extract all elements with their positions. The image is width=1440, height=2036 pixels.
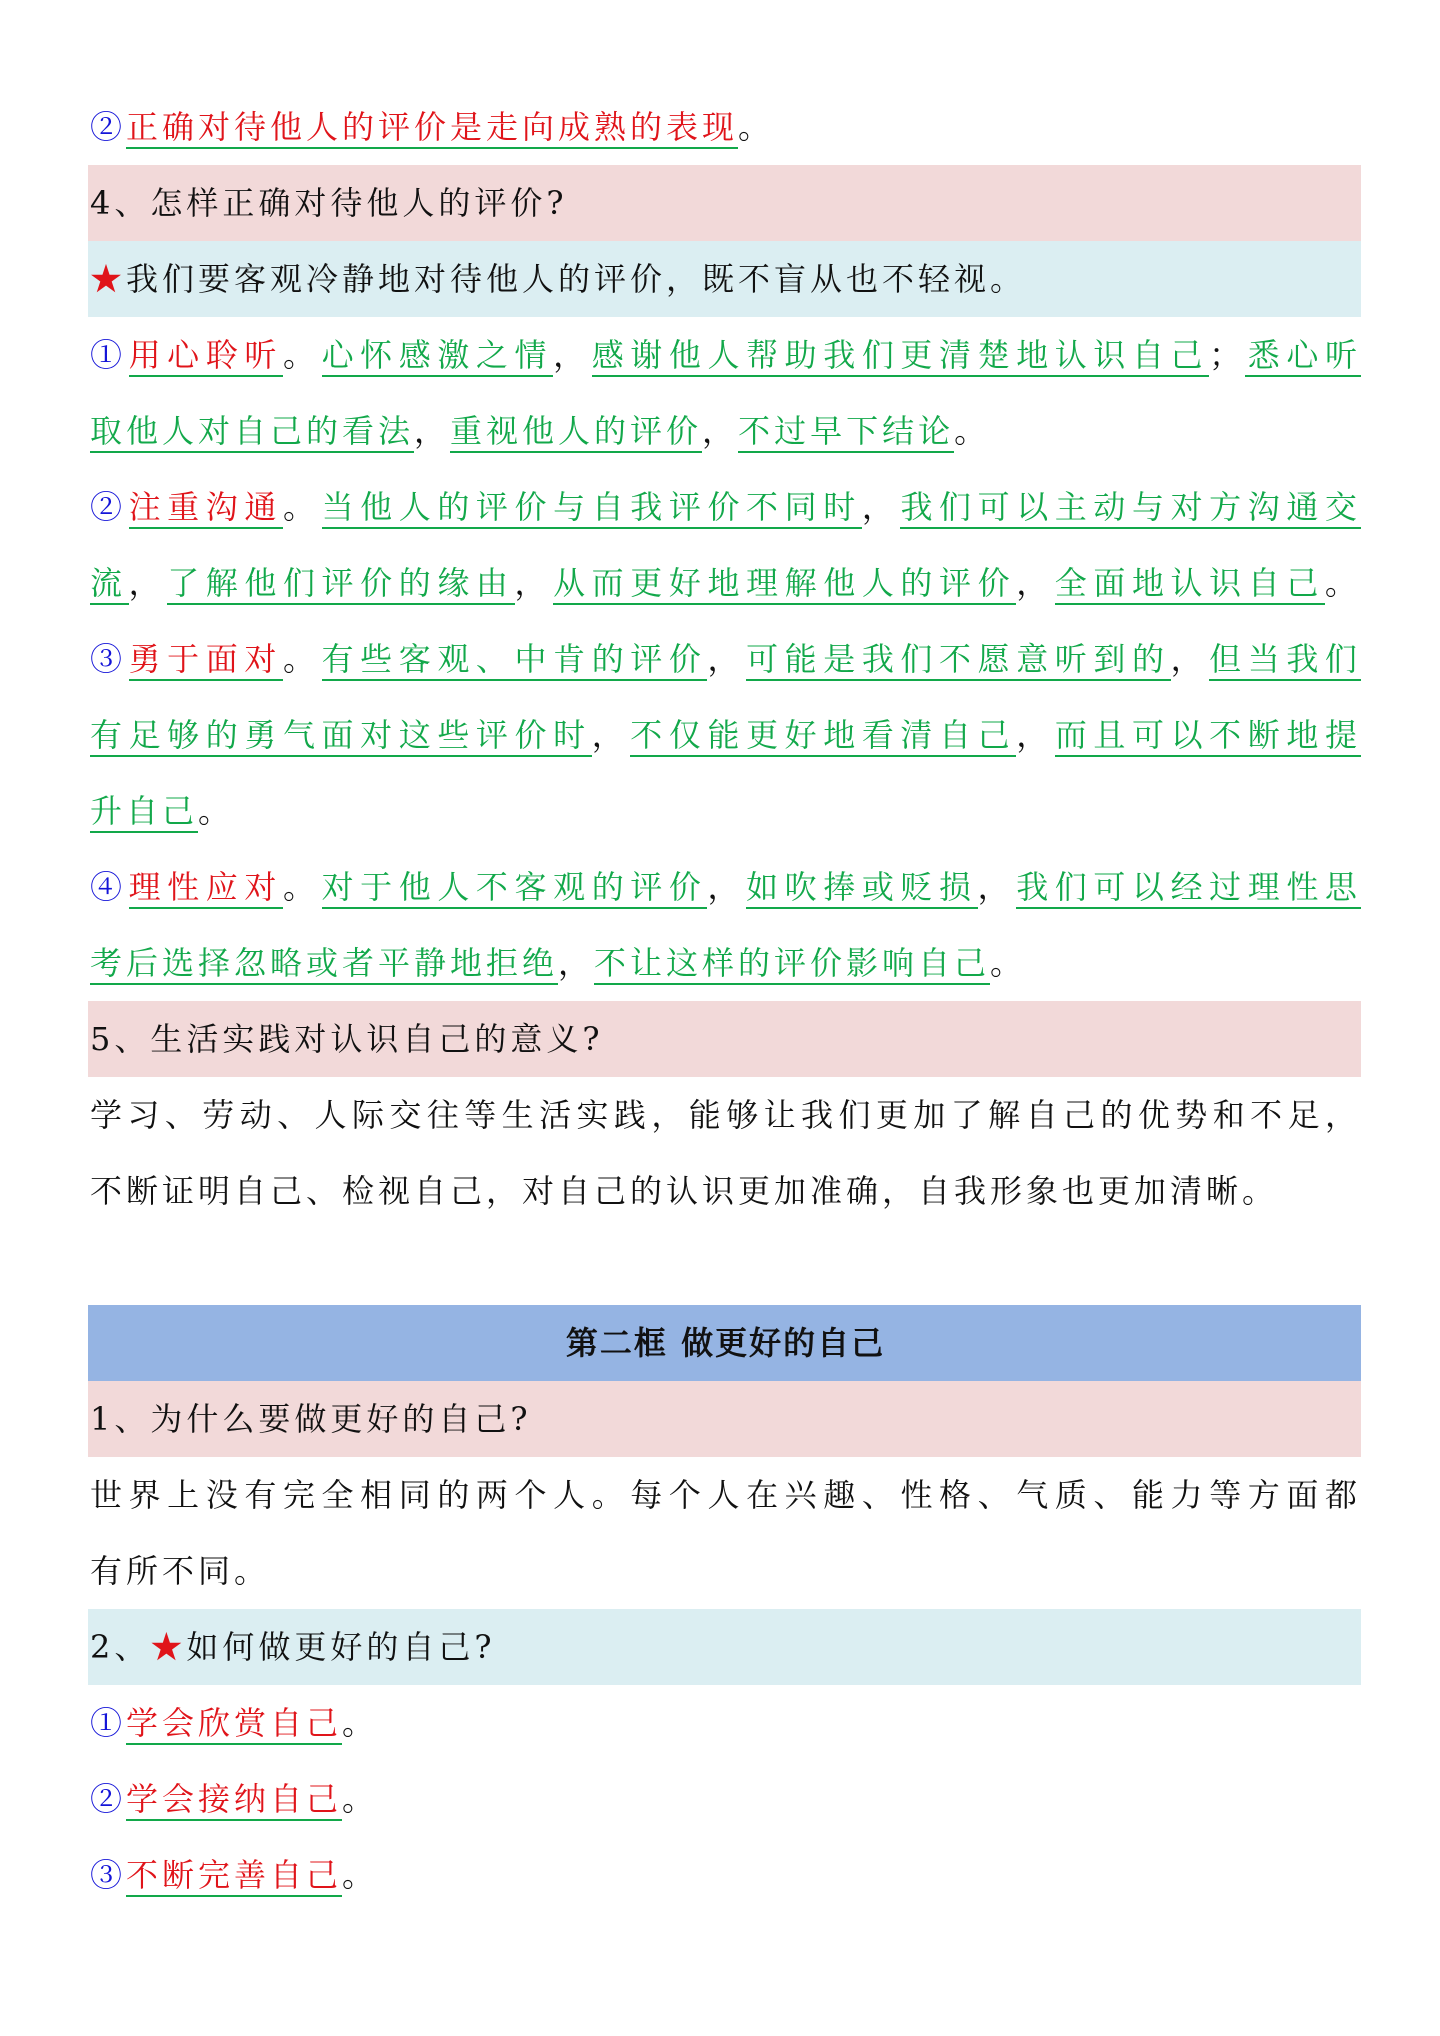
punctuation: ， — [1170, 640, 1210, 678]
punctuation: ， — [591, 716, 631, 754]
point-listen-line-2 — [88, 393, 1361, 469]
point-communicate-line-1 — [88, 469, 1361, 545]
explanation: 我们可以经过理性思 — [1016, 868, 1361, 909]
answer-text: 世界上没有完全相同的两个人。每个人在兴趣、性格、气质、能力等方面都 — [90, 1476, 1361, 1514]
circled-number: ② — [90, 1780, 127, 1818]
punctuation: ， — [702, 412, 739, 450]
explanation: 升自己 — [90, 792, 198, 833]
explanation: 流 — [90, 564, 129, 605]
answer-line-1 — [88, 1077, 1361, 1153]
explanation: 对于他人不客观的评价 — [322, 868, 708, 909]
punctuation: 。 — [282, 868, 322, 906]
circled-number: ② — [90, 488, 129, 526]
punctuation: 。 — [282, 336, 322, 374]
explanation: 可能是我们不愿意听到的 — [746, 640, 1171, 681]
punctuation: ， — [1016, 564, 1055, 602]
point-face-line-3 — [88, 773, 1361, 849]
point-communicate-line-2 — [88, 545, 1361, 621]
question-heading-5 — [88, 1001, 1361, 1077]
star-summary-line — [88, 241, 1361, 317]
explanation: 取他人对自己的看法 — [90, 412, 414, 453]
point-face-line-2 — [88, 697, 1361, 773]
answer-text: 学习、劳动、人际交往等生活实践，能够让我们更加了解自己的优势和不足， — [90, 1096, 1361, 1134]
punctuation: ， — [514, 564, 554, 602]
question-text: 5、生活实践对认识自己的意义? — [90, 1020, 604, 1058]
circled-number: ① — [90, 1704, 127, 1742]
punctuation: ， — [707, 868, 747, 906]
punctuation: 。 — [342, 1856, 379, 1894]
question-text: 4、怎样正确对待他人的评价? — [90, 184, 568, 222]
point-rational-line-1 — [88, 849, 1361, 925]
punctuation: ， — [128, 564, 168, 602]
answer-line-3 — [88, 1457, 1361, 1533]
circled-number: ① — [90, 336, 129, 374]
point-accept — [88, 1761, 1361, 1837]
point-rational-line-2 — [88, 925, 1361, 1001]
punctuation: ， — [707, 640, 747, 678]
explanation: 有些客观、中肯的评价 — [322, 640, 708, 681]
punctuation: 。 — [198, 792, 235, 830]
explanation: 不让这样的评价影响自己 — [594, 944, 990, 985]
key-point: 理性应对 — [129, 868, 283, 909]
punctuation: ； — [1209, 336, 1246, 374]
punctuation: ， — [414, 412, 451, 450]
answer-text: 不断证明自己、检视自己，对自己的认识更加准确，自我形象也更加清晰。 — [90, 1172, 1279, 1210]
explanation: 悉心听 — [1245, 336, 1361, 377]
key-point: 注重沟通 — [129, 488, 283, 529]
explanation: 重视他人的评价 — [450, 412, 702, 453]
question-heading-2 — [88, 1609, 1361, 1685]
section-title: 第二框 做更好的自己 — [565, 1324, 886, 1362]
punctuation: ， — [1016, 716, 1055, 754]
punctuation: ， — [553, 336, 592, 374]
circled-number: ③ — [90, 1856, 127, 1894]
punctuation: 。 — [1324, 564, 1361, 602]
question-text: 如何做更好的自己? — [186, 1628, 496, 1666]
explanation: 当他人的评价与自我评价不同时 — [322, 488, 862, 529]
point-improve — [88, 1837, 1361, 1913]
key-point: 正确对待他人的评价是走向成熟的表现 — [126, 108, 738, 149]
punctuation: 。 — [282, 640, 322, 678]
punctuation: 。 — [282, 488, 322, 526]
circled-number: ③ — [90, 640, 129, 678]
explanation: 不过早下结论 — [738, 412, 954, 453]
punctuation: 。 — [954, 412, 991, 450]
point-appreciate — [88, 1685, 1361, 1761]
explanation: 而且可以不断地提 — [1055, 716, 1361, 757]
star-icon: ★ — [90, 260, 127, 298]
punctuation: ， — [861, 488, 901, 526]
punctuation: 。 — [738, 108, 775, 146]
answer-text: 有所不同。 — [90, 1552, 271, 1590]
punctuation: 。 — [342, 1780, 379, 1818]
key-point: 用心聆听 — [129, 336, 283, 377]
question-number: 2、 — [90, 1628, 151, 1666]
question-heading-4 — [88, 165, 1361, 241]
key-point: 学会欣赏自己 — [126, 1704, 342, 1745]
point-face-line-1 — [88, 621, 1361, 697]
answer-line-2 — [88, 1153, 1361, 1229]
punctuation: ， — [977, 868, 1017, 906]
key-point: 学会接纳自己 — [126, 1780, 342, 1821]
point-listen-line-1 — [88, 317, 1361, 393]
explanation: 全面地认识自己 — [1055, 564, 1325, 605]
explanation: 感谢他人帮助我们更清楚地认识自己 — [592, 336, 1209, 377]
circled-number: ② — [90, 108, 127, 146]
section-heading — [88, 1305, 1361, 1381]
circled-number: ④ — [90, 868, 129, 906]
explanation: 考后选择忽略或者平静地拒绝 — [90, 944, 558, 985]
explanation: 不仅能更好地看清自己 — [630, 716, 1016, 757]
answer-line-4 — [88, 1533, 1361, 1609]
explanation: 如吹捧或贬损 — [746, 868, 978, 909]
question-heading-1 — [88, 1381, 1361, 1457]
explanation: 有足够的勇气面对这些评价时 — [90, 716, 592, 757]
explanation: 从而更好地理解他人的评价 — [553, 564, 1016, 605]
punctuation: 。 — [342, 1704, 379, 1742]
line-evaluation-maturity — [88, 89, 1361, 165]
explanation: 我们可以主动与对方沟通交 — [900, 488, 1361, 529]
question-text: 1、为什么要做更好的自己? — [90, 1400, 532, 1438]
summary-text: 我们要客观冷静地对待他人的评价，既不盲从也不轻视。 — [126, 260, 1027, 298]
explanation: 了解他们评价的缘由 — [167, 564, 514, 605]
explanation: 但当我们 — [1209, 640, 1361, 681]
punctuation: ， — [558, 944, 595, 982]
key-point: 不断完善自己 — [126, 1856, 342, 1897]
key-point: 勇于面对 — [129, 640, 283, 681]
star-icon: ★ — [150, 1628, 187, 1666]
punctuation: 。 — [990, 944, 1027, 982]
explanation: 心怀感激之情 — [322, 336, 554, 377]
